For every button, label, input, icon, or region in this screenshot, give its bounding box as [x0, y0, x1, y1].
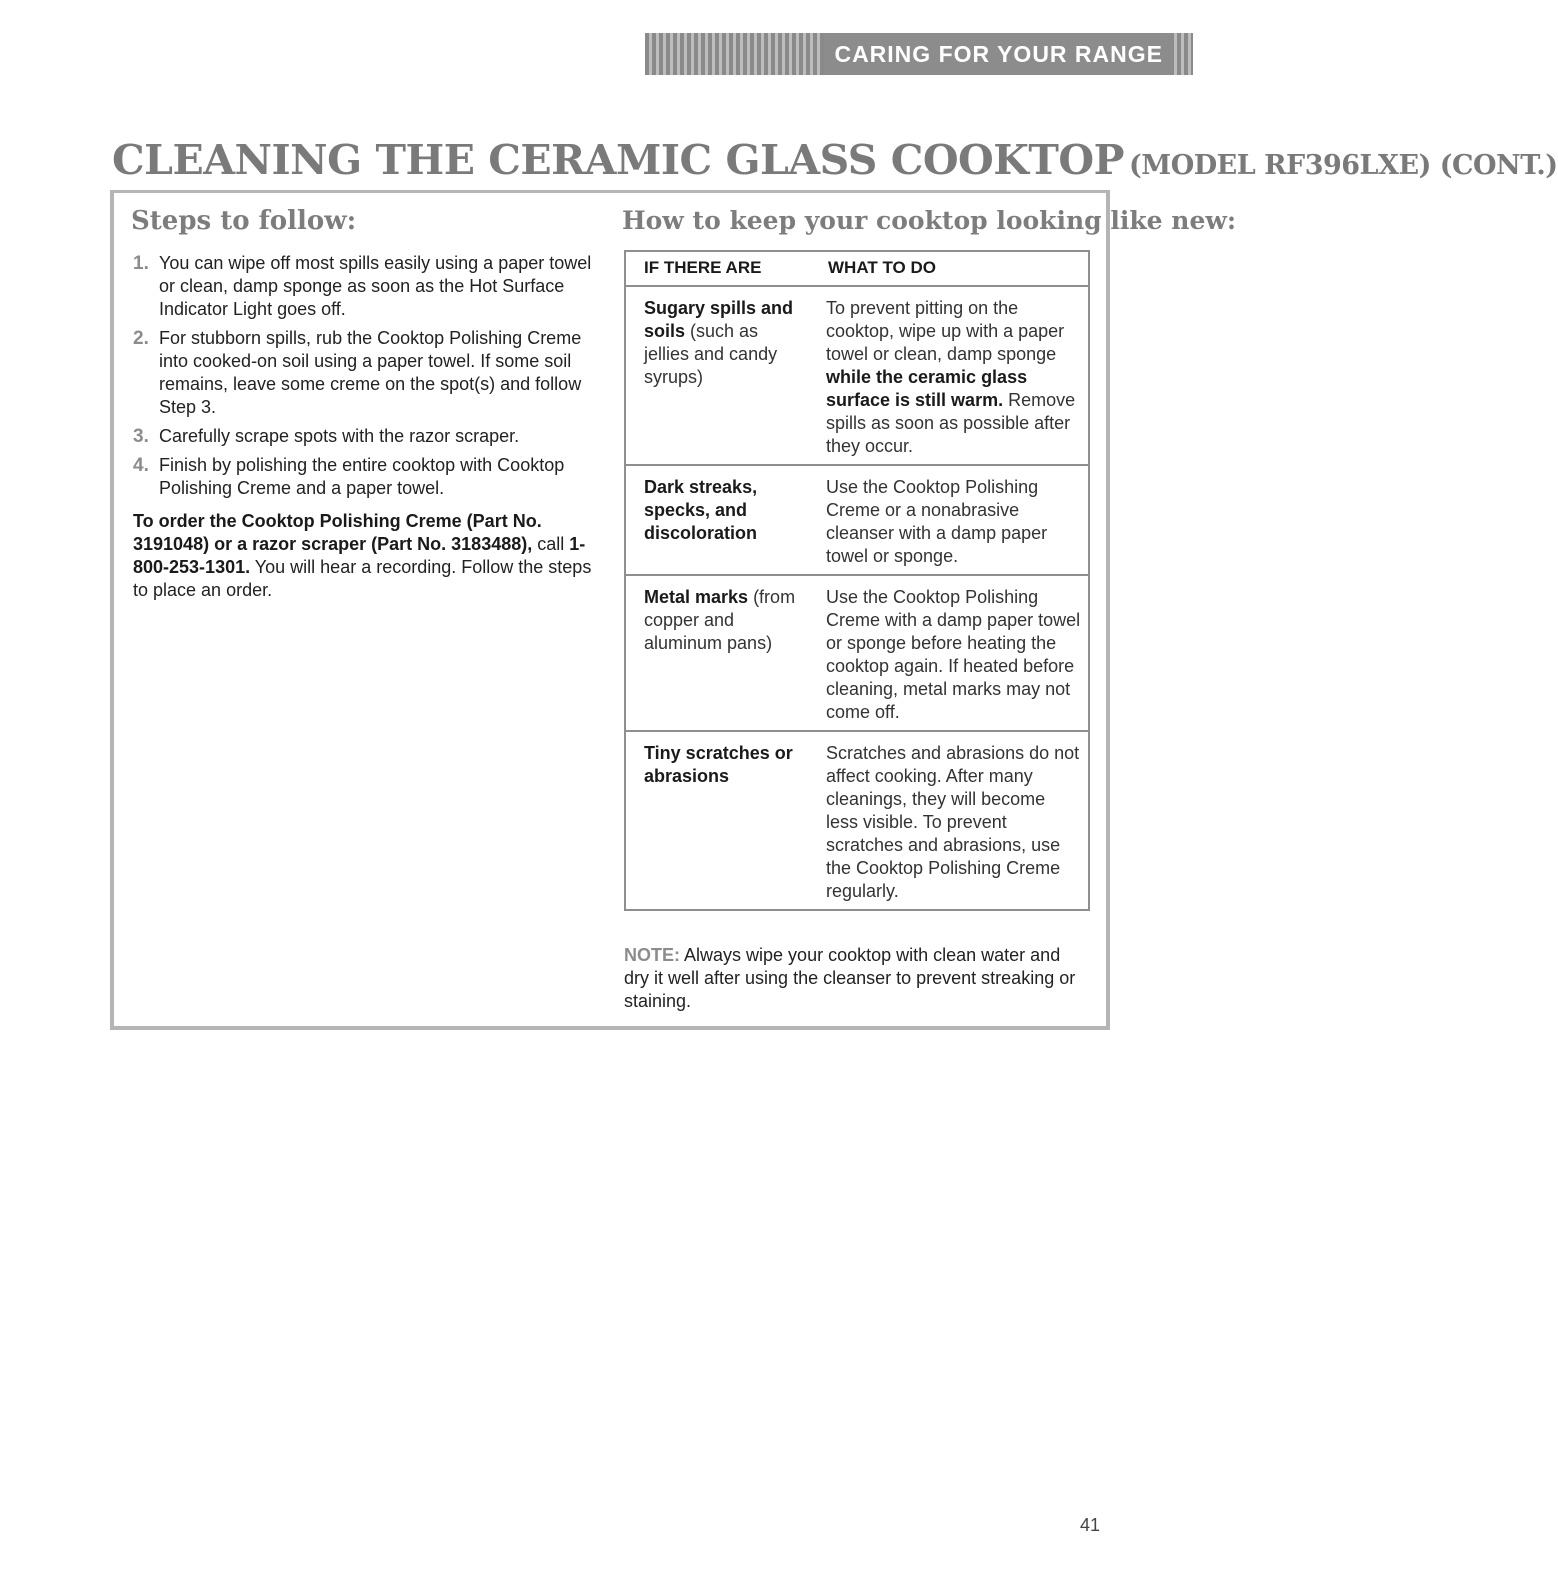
note-text: Always wipe your cooktop with clean water and dry it well after using the cleanser to prevent streaking or staining.: [624, 945, 1076, 1011]
action-text: To prevent pitting on the cooktop, wipe up with a paper towel or clean, damp sponge: [826, 298, 1065, 364]
condition-bold: Sugary spills and soils: [644, 298, 794, 341]
page-title-main: CLEANING THE CERAMIC GLASS COOKTOP: [112, 136, 1124, 184]
table-header-do: WHAT TO DO: [810, 251, 1089, 286]
step-item: [133, 454, 603, 500]
table-heading: How to keep your cooktop looking like new:: [622, 206, 1237, 235]
step-number: 1.: [133, 253, 149, 274]
action-text: Use the Cooktop Polishing Creme with a damp paper towel or sponge before heating the cooktop again. If heated before cleaning, metal marks may not come off.: [826, 587, 1081, 722]
condition-bold: Metal marks: [644, 587, 749, 607]
step-item: [133, 327, 603, 419]
step-item: [133, 252, 603, 321]
page-title: [112, 136, 1558, 184]
step-text: For stubborn spills, rub the Cooktop Polishing Creme into cooked-on soil using a paper towel. If some soil remains, leave some creme on the spot(s) and follow Step 3.: [159, 328, 582, 417]
table-row: [625, 575, 1089, 731]
order-info-bold: To order the Cooktop Polishing Creme (Part No. 3191048) or a razor scraper (Part No. 3183488),: [133, 511, 542, 554]
condition-bold: Dark streaks, specks, and discoloration: [644, 477, 758, 543]
table-row: [625, 731, 1089, 910]
table-cell-condition: [625, 465, 810, 575]
table-cell-condition: [625, 575, 810, 731]
condition-rest: (from copper and aluminum pans): [644, 587, 796, 653]
condition-bold: Tiny scratches or abrasions: [644, 743, 793, 786]
condition-rest: (such as jellies and candy syrups): [644, 321, 778, 387]
care-table: [624, 250, 1090, 911]
table-cell-action: [810, 465, 1089, 575]
action-text: Use the Cooktop Polishing Creme or a nonabrasive cleanser with a damp paper towel or sponge.: [826, 477, 1048, 566]
steps-heading: Steps to follow:: [131, 206, 357, 236]
note-label: NOTE:: [624, 945, 680, 965]
table-cell-action: [810, 286, 1089, 465]
order-rest: You will hear a recording. Follow the steps to place an order.: [133, 557, 592, 600]
step-number: 2.: [133, 328, 149, 349]
step-text: Finish by polishing the entire cooktop with Cooktop Polishing Creme and a paper towel.: [159, 455, 565, 498]
table-cell-condition: [625, 286, 810, 465]
order-phone: 1-800-253-1301.: [133, 534, 586, 577]
step-text: You can wipe off most spills easily using a paper towel or clean, damp sponge as soon as the Hot Surface Indicator Light goes off.: [159, 253, 592, 319]
table-header-if: IF THERE ARE: [625, 251, 810, 286]
action-text: Scratches and abrasions do not affect cooking. After many cleanings, they will become less visible. To prevent scratches and abrasions, use the Cooktop Polishing Creme regularly.: [826, 743, 1080, 901]
table-row: [625, 465, 1089, 575]
table-cell-condition: [625, 731, 810, 910]
table-cell-action: [810, 575, 1089, 731]
step-number: 3.: [133, 426, 149, 447]
table-header-row: [625, 251, 1089, 286]
steps-list: [133, 252, 603, 602]
step-number: 4.: [133, 455, 149, 476]
order-info: [133, 510, 603, 602]
table-row: [625, 286, 1089, 465]
page-number: 41: [1080, 1515, 1101, 1535]
order-call: call: [537, 534, 565, 554]
action-bold: while the ceramic glass surface is still warm.: [826, 367, 1028, 410]
action-text-post: Remove spills as soon as possible after they occur.: [826, 390, 1076, 456]
section-header-band: [645, 33, 1193, 75]
table-cell-action: [810, 731, 1089, 910]
note: [624, 944, 1090, 1013]
step-item: [133, 425, 603, 448]
section-header-label: CARING FOR YOUR RANGE: [824, 33, 1173, 75]
step-text: Carefully scrape spots with the razor scraper.: [159, 426, 520, 446]
page-title-sub: (MODEL RF396LXE) (CONT.): [1129, 150, 1558, 181]
